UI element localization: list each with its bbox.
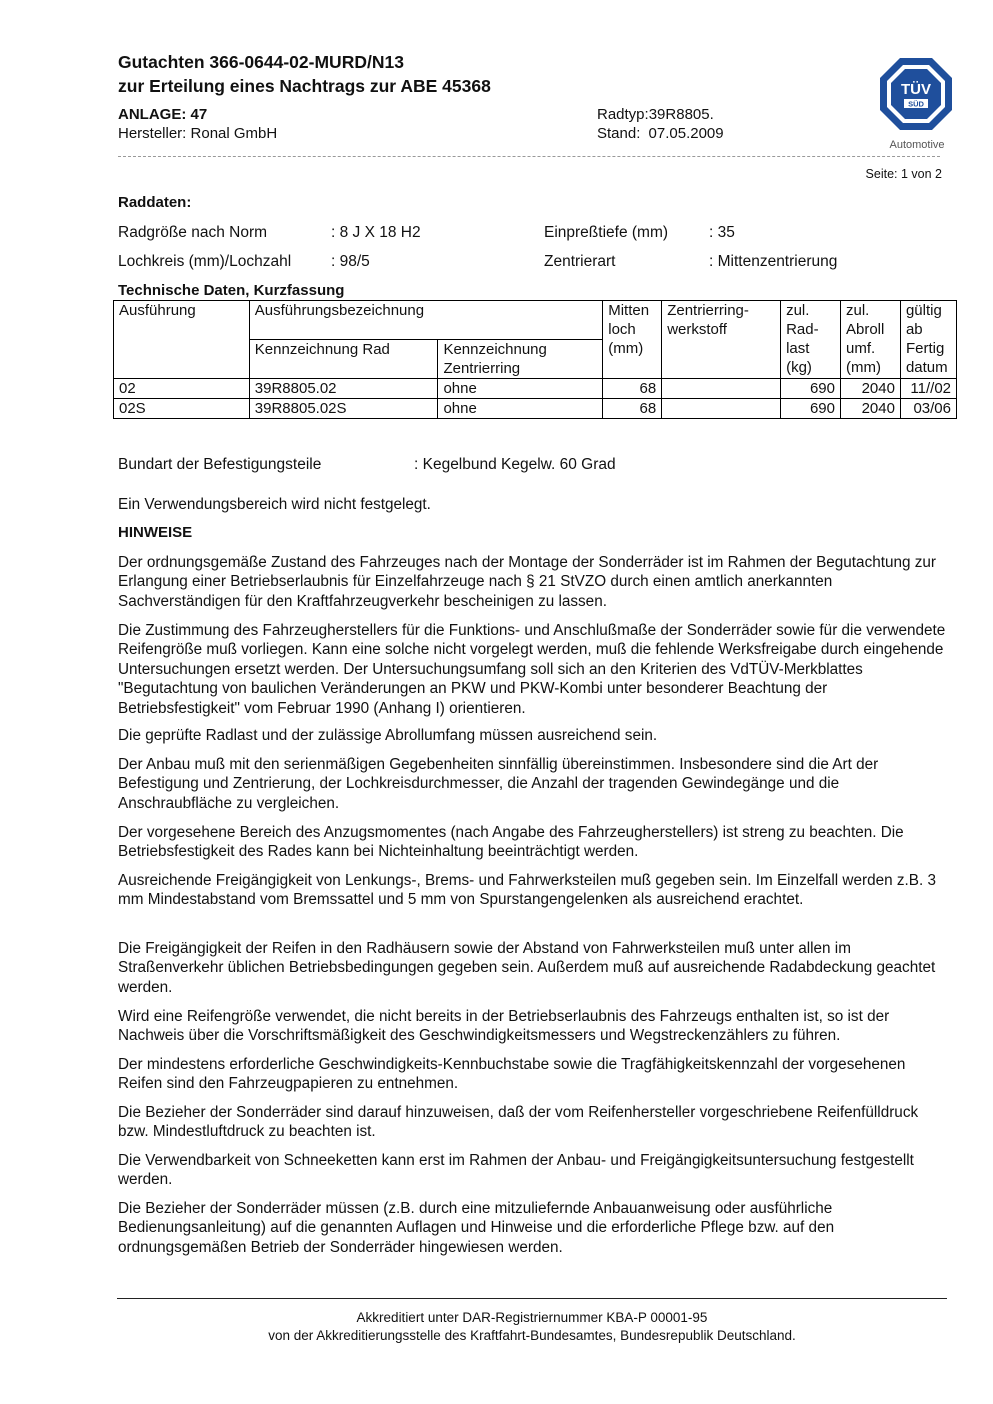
zentrierart-label: Zentrierart (544, 253, 616, 270)
stand-label: Stand: (597, 125, 641, 142)
tech-header-row (114, 301, 957, 340)
cell-radlast: 690 (781, 379, 841, 399)
cell-gueltig: 11//02 (900, 379, 956, 399)
einpresstiefe-value: : 35 (709, 224, 735, 241)
hinweise-heading: HINWEISE (118, 524, 193, 541)
th-kenn-rad: Kennzeichnung Rad (249, 340, 438, 379)
radgroesse-label: Radgröße nach Norm (118, 224, 268, 241)
raddaten-heading: Raddaten: (118, 194, 192, 211)
hersteller (118, 124, 277, 143)
th-ausfuehrung: Ausführung (114, 301, 250, 379)
cell-radlast: 690 (781, 399, 841, 419)
hersteller-label: Hersteller: (118, 125, 187, 142)
radtyp-label: Radtyp: (597, 106, 649, 123)
footer-line-1: Akkreditiert unter DAR-Registriernummer KBA-P 00001-95 (356, 1310, 708, 1325)
lochkreis-value: : 98/5 (331, 253, 370, 270)
cell-kenn-zentrier: ohne (438, 399, 603, 419)
cell-ausfuehrung: 02S (114, 399, 250, 419)
bundart-label: Bundart der Befestigungsteile (118, 456, 322, 473)
table-row (114, 379, 957, 399)
stand-value: 07.05.2009 (648, 125, 724, 142)
th-gueltig: gültig ab Fertig datum (900, 301, 956, 379)
hinweis-paragraph: Die Verwendbarkeit von Schneeketten kann erst im Rahmen der Anbau- und Freigängigkeitsuntersuchung festgestellt werden. (118, 1152, 914, 1189)
hinweis-paragraph: Wird eine Reifengröße verwendet, die nicht bereits in der Betriebserlaubnis des Fahrzeugs enthalten ist, so ist der Nachweis über die Vorschriftsmäßigkeit des Geschwindigkeitsmessers und Wegstreckenzählers zu führen. (118, 1008, 890, 1045)
hinweis-paragraph: Der mindestens erforderliche Geschwindigkeits-Kennbuchstabe sowie die Tragfähigkeitskennzahl der vorgesehenen Reifen sind den Fahrzeugpapieren zu entnehmen. (118, 1056, 906, 1093)
th-abroll: zul. Abroll umf. (mm) (841, 301, 901, 379)
hinweis-paragraph: Der ordnungsgemäße Zustand des Fahrzeuges nach der Montage der Sonderräder ist im Rahmen der Begutachtung zur Erlangung einer Betriebserlaubnis für Einzelfahrzeuge nach § 21 StVZO durch einen amtlich anerkannten Sachverständigen für den Kraftfahrzeugverkehr bescheinigen zu lassen. (118, 554, 936, 610)
zentrierart-value: : Mittenzentrierung (709, 253, 838, 270)
cell-ausfuehrung: 02 (114, 379, 250, 399)
tuev-octagon-icon (878, 56, 954, 152)
radgroesse-value: : 8 J X 18 H2 (331, 224, 421, 241)
hinweis-paragraph: Die geprüfte Radlast und der zulässige Abrollumfang müssen ausreichend sein. (118, 727, 658, 744)
th-kenn-zentrier: Kennzeichnung Zentrierring (438, 340, 603, 379)
lochkreis-label: Lochkreis (mm)/Lochzahl (118, 253, 292, 270)
radtyp (597, 105, 714, 124)
anlage-value: 47 (190, 106, 208, 123)
tech-table (113, 300, 957, 419)
footer-line-2: von der Akkreditierungsstelle des Kraftfahrt-Bundesamtes, Bundesrepublik Deutschland. (268, 1328, 796, 1343)
table-row (114, 399, 957, 419)
document-title: Gutachten 366-0644-02-MURD/N13 (118, 52, 404, 72)
th-bezeichnung: Ausführungsbezeichnung (249, 301, 602, 340)
hinweis-paragraph: Ausreichende Freigängigkeit von Lenkungs-, Brems- und Fahrwerksteilen muß gegeben sein. Im Einzelfall werden z.B. 3 mm Mindestabstand vom Bremssattel und 5 mm von Spurstangengelenken als ausreichend erachtet. (118, 872, 936, 909)
svg-text:Automotive: Automotive (889, 139, 945, 151)
hinweis-paragraph: Der vorgesehene Bereich des Anzugsmomentes (nach Angabe des Fahrzeugherstellers) ist streng zu beachten. Die Betriebsfestigkeit des Rades kann bei Nichteinhaltung beeinträchtigt werden. (118, 824, 904, 861)
anlage-label: ANLAGE: (118, 106, 187, 123)
hinweis-paragraph: Die Zustimmung des Fahrzeugherstellers für die Funktions- und Anschlußmaße der Sonderräder sowie für die verwendete Reifengröße muß vorliegen. Kann eine solche nicht vorgelegt werden, muß die fehlende Werksfreigabe durch eingehende Untersuchungen ersetzt werden. Der Untersuchungsumfang soll sich an den Kriterien des VdTÜV-Merkblattes "Begutachtung von baulichen Veränderungen an PKW und PKW-Kombi unter besonderer Beachtung der Betriebsfestigkeit" vom Februar 1990 (Anhang I) orientieren. (118, 622, 946, 717)
header-divider (118, 156, 940, 157)
hinweis-paragraph: Die Bezieher der Sonderräder sind darauf hinzuweisen, daß der vom Reifenhersteller vorgeschriebene Reifenfülldruck bzw. Mindestluftdruck zu beachten ist. (118, 1104, 919, 1141)
verwendungsbereich: Ein Verwendungsbereich wird nicht festgelegt. (118, 496, 431, 513)
cell-werkstoff (662, 399, 781, 419)
svg-text:TÜV: TÜV (901, 81, 931, 98)
bundart-value: : Kegelbund Kegelw. 60 Grad (414, 456, 616, 473)
document-subtitle: zur Erteilung eines Nachtrags zur ABE 45368 (118, 76, 491, 96)
einpresstiefe-label: Einpreßtiefe (mm) (544, 224, 669, 241)
th-radlast: zul. Rad- last (kg) (781, 301, 841, 379)
cell-mittenloch: 68 (603, 399, 662, 419)
cell-kenn-zentrier: ohne (438, 379, 603, 399)
radtyp-value: 39R8805. (648, 106, 714, 123)
hinweis-paragraph: Die Freigängigkeit der Reifen in den Radhäusern sowie der Abstand von Fahrwerksteilen muß unter allen im Straßenverkehr üblichen Betriebsbedingungen gegeben sein. Außerdem muß auf ausreichende Radabdeckung geachtet werden. (118, 940, 936, 996)
anlage (118, 105, 207, 124)
cell-werkstoff (662, 379, 781, 399)
cell-abroll: 2040 (841, 379, 901, 399)
cell-kenn-rad: 39R8805.02S (249, 399, 438, 419)
hinweis-paragraph: Der Anbau muß mit den serienmäßigen Gegebenheiten sinnfällig übereinstimmen. Insbesondere sind die Art der Befestigung und Zentrierung, der Lochkreisdurchmesser, die Anzahl der tragenden Gewindegänge und die Anschraubfläche zu vergleichen. (118, 756, 879, 812)
page-number: Seite: 1 von 2 (865, 167, 942, 181)
hinweis-paragraph: Die Bezieher der Sonderräder müssen (z.B. durch eine mitzuliefernde Anbauanweisung oder ausführliche Bedienungsanleitung) auf die genannten Auflagen und Hinweise und die erforderliche Pflege bzw. auf den ordnungsgemäßen Betrieb der Sonderräder hingewiesen werden. (118, 1200, 835, 1256)
tuev-sued-logo (878, 56, 954, 152)
hersteller-value: Ronal GmbH (190, 125, 278, 142)
th-werkstoff: Zentrierring- werkstoff (662, 301, 781, 379)
svg-text:SÜD: SÜD (908, 99, 924, 109)
tech-heading: Technische Daten, Kurzfassung (118, 282, 345, 299)
footer-divider (117, 1298, 947, 1299)
cell-abroll: 2040 (841, 399, 901, 419)
cell-mittenloch: 68 (603, 379, 662, 399)
stand (597, 124, 724, 143)
cell-gueltig: 03/06 (900, 399, 956, 419)
cell-kenn-rad: 39R8805.02 (249, 379, 438, 399)
th-mittenloch: Mitten loch (mm) (603, 301, 662, 379)
